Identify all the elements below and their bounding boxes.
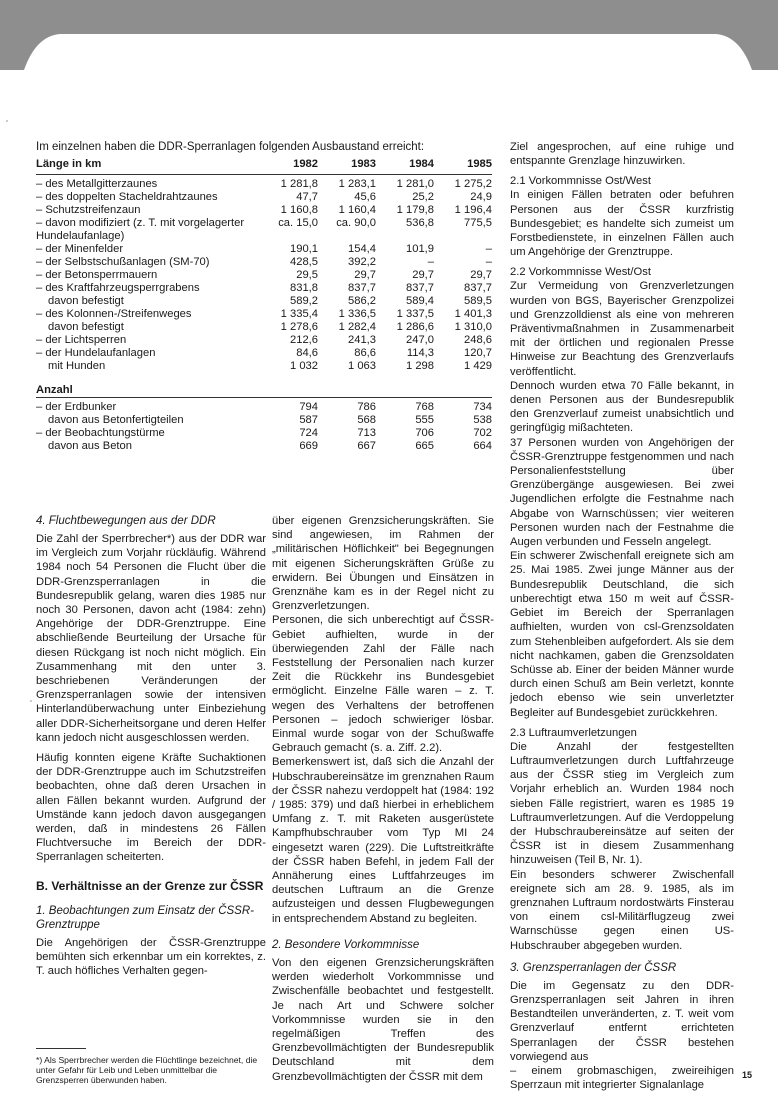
column-3 xyxy=(510,140,734,1092)
cell-value: 29,7 xyxy=(412,269,434,281)
cell-value: 241,3 xyxy=(348,334,376,346)
header-year: 1984 xyxy=(376,156,434,175)
section-heading: 3. Grenzsperranlagen der ČSSR xyxy=(510,961,677,974)
cell-value: 837,7 xyxy=(406,282,434,294)
table-row xyxy=(36,269,492,282)
cell-value: 29,5 xyxy=(296,269,318,281)
top-decorative-band xyxy=(0,0,778,80)
paragraph: – einem grobmaschigen, zweireihigen Sperrzaun mit integrierter Signalanlage xyxy=(510,1064,734,1092)
cell-value: 1 310,0 xyxy=(454,321,492,333)
cell-value: 587 xyxy=(299,414,318,426)
cell-value: 669 xyxy=(299,440,318,452)
table-row xyxy=(36,414,492,427)
cell-value: 1 281,0 xyxy=(396,178,434,190)
paragraph: Die Angehörigen der ČSSR-Grenztruppe bemühten sich erkennbar um ein korrektes, z. T. auch höfliches Verhalten gegen- xyxy=(36,936,266,978)
row-label: – der Betonsperrmauern xyxy=(36,269,158,281)
table-row xyxy=(36,334,492,347)
cell-value: 25,2 xyxy=(412,191,434,203)
row-label: – der Hundelaufanlagen xyxy=(36,347,156,359)
cell-value: – xyxy=(427,256,434,268)
row-label: – des Metallgitterzaunes xyxy=(36,178,158,190)
cell-value: 589,2 xyxy=(290,295,318,307)
cell-value: 665 xyxy=(415,440,434,452)
paragraph: Bemerkenswert ist, daß sich die Anzahl der Hubschraubereinsätze im grenznahen Raum der ČSSR nahezu verdoppelt hat (1984: 192 / 1985: 379) und daß hierbei in erheblichem Umfang z. T. mit Raketen ausgerüstete Kampfhubschrauber vom Typ MI 24 eingesetzt waren (229). Die Luftstreitkräfte der ČSSR haben Befehl, in jedem Fall der Annäherung eines Luftfahrzeuges im deutschen Luftraum an die Grenze aufzusteigen und dessen Flugbewegungen in entsprechendem Abstand zu begleiten. xyxy=(272,756,495,925)
column-2 xyxy=(272,514,494,1084)
row-label: – des Kraftfahrzeugsperrgrabens xyxy=(36,282,200,294)
cell-value: 45,6 xyxy=(354,191,376,203)
row-label: – Schutzstreifenzaun xyxy=(36,204,141,216)
cell-value: 713 xyxy=(357,427,376,439)
row-label: – des Kolonnen-/Streifenweges xyxy=(36,308,192,320)
scan-speck xyxy=(6,120,8,122)
table-row xyxy=(36,321,492,334)
cell-value: 1 032 xyxy=(290,360,318,372)
header-year: 1985 xyxy=(434,156,492,175)
cell-value: 1 063 xyxy=(348,360,376,372)
paragraph: Dennoch wurden etwa 70 Fälle bekannt, in denen Personen aus der Bundesrepublik den Grenzverlauf zumeist unabsichtlich und geringfügig mißachteten. xyxy=(510,379,734,435)
cell-value: 706 xyxy=(415,427,434,439)
section-heading: 4. Fluchtbewegungen aus der DDR xyxy=(36,515,216,527)
cell-value: ca. 15,0 xyxy=(278,217,318,229)
paragraph: Die im Gegensatz zu den DDR-Grenzsperranlagen seit Jahren in ihren Bestandteilen unveränderten, z. T. weit vom Grenzverlauf entfernt errichteten Sperranlagen der ČSSR bestehen vorwiegend aus xyxy=(510,979,734,1063)
header-year: 1983 xyxy=(318,156,376,175)
cell-value: 568 xyxy=(357,414,376,426)
cell-value: 1 275,2 xyxy=(454,178,492,190)
cell-value: 734 xyxy=(473,401,492,413)
cell-value: – xyxy=(485,256,492,268)
cell-value: 1 160,8 xyxy=(280,204,318,216)
cell-value: 555 xyxy=(415,414,434,426)
cell-value: 589,4 xyxy=(406,295,434,307)
cell-value: 775,5 xyxy=(464,217,492,229)
row-label: – des doppelten Stacheldrahtzaunes xyxy=(36,191,218,203)
cell-value: 664 xyxy=(473,440,492,452)
cell-value: 1 283,1 xyxy=(338,178,376,190)
cell-value: 1 429 xyxy=(464,360,492,372)
cell-value: 86,6 xyxy=(354,347,376,359)
row-label: – der Selbstschußanlagen (SM-70) xyxy=(36,256,210,268)
cell-value: 1 298 xyxy=(406,360,434,372)
table-row xyxy=(36,256,492,269)
chapter-heading: B. Verhältnisse an der Grenze zur ČSSR xyxy=(36,878,264,893)
cell-value: 536,8 xyxy=(406,217,434,229)
row-label: – der Beobachtungstürme xyxy=(36,427,165,439)
paragraph: Personen, die sich unberechtigt auf ČSSR-Gebiet aufhielten, wurde in der überwiegenden Zahl der Fälle nach Feststellung der Personalien nach kurzer Zeit die Rückkehr ins Bundesgebiet ermöglicht. Einzelne Fälle waren – z. T. wegen des Verhaltens der betroffenen Personen – jedoch schwieriger lösbar. Einmal wurde sogar von der Schußwaffe Gebrauch gemacht (s. a. Ziff. 2.2). xyxy=(272,614,494,755)
cell-value: 538 xyxy=(473,414,492,426)
cell-value: 190,1 xyxy=(290,243,318,255)
cell-value: 786 xyxy=(357,401,376,413)
section-heading: 2. Besondere Vorkommnisse xyxy=(272,938,420,951)
cell-value: 428,5 xyxy=(290,256,318,268)
paragraph: In einigen Fällen betraten oder befuhren Personen aus der ČSSR kurzfristig Bundesgebiet; es handelte sich zumeist um Forstbedienstete, in einzelnen Fällen auch um Angehörige der Grenztruppe. xyxy=(510,189,734,259)
table-row xyxy=(36,282,492,295)
cell-value: – xyxy=(485,243,492,255)
footnote-rule xyxy=(36,1048,86,1049)
column-1 xyxy=(36,514,266,978)
table-row xyxy=(36,308,492,321)
paragraph: 37 Personen wurden von Angehörigen der ČSSR-Grenztruppe festgenommen und nach Personalienfeststellung über Grenzübergänge ausgewiesen. Bei zwei Jugendlichen erfolgte die Festnahme nach Abgabe von Warnschüssen; vier weiteren Personen wurden nach der Festnahme die Augen verbunden und Fesseln angelegt. xyxy=(510,436,734,549)
section-label: Anzahl xyxy=(36,384,492,398)
table-row xyxy=(36,398,492,415)
cell-value: 84,6 xyxy=(296,347,318,359)
table-row xyxy=(36,204,492,217)
paragraph: über eigenen Grenzsicherungskräften. Sie sind angewiesen, im Rahmen der „militärischen Höflichkeit" bei Begegnungen mit eigenen Sicherungskräften Grüße zu erwidern. Bei Übungen und Einsätzen in Grenznähe kam es in der Regel nicht zu Grenzverletzungen. xyxy=(272,515,494,613)
header-year: 1982 xyxy=(260,156,318,175)
table-header-row xyxy=(36,156,492,175)
cell-value: 120,7 xyxy=(464,347,492,359)
subsection-heading: 2.1 Vorkommnisse Ost/West xyxy=(510,175,651,188)
cell-value: 1 401,3 xyxy=(454,308,492,320)
table-row xyxy=(36,427,492,440)
cell-value: 101,9 xyxy=(406,243,434,255)
paragraph: Ein schwerer Zwischenfall ereignete sich am 25. Mai 1985. Zwei junge Männer aus der Bundesrepublik Deutschland, die sich unberechtigt etwa 150 m weit auf ČSSR-Gebiet im Bereich der Sperranlagen aufhielten, wurden von csl-Grenzsoldaten zum Stehenbleiben aufgefordert. Als sie dem nicht nachkamen, gaben die Grenzsoldaten Schüsse ab. Einer der beiden Männer wurde durch einen Schuß am Bein verletzt, konnte jedoch ebenso wie sein unverletzter Begleiter auf Bundesgebiet zurückkehren. xyxy=(510,550,734,719)
cell-value: 1 335,4 xyxy=(280,308,318,320)
cell-value: 837,7 xyxy=(464,282,492,294)
paragraph: Die Zahl der Sperrbrecher*) aus der DDR war im Vergleich zum Vorjahr rückläufig. Während 1984 noch 54 Personen die Flucht über die DDR-Grenzsperranlagen in die Bundesrepublik gelang, waren dies 1985 nur noch 30 Personen, davon acht (1984: zehn) Angehörige der DDR-Grenztruppe. Eine abschließende Beurteilung der Ursache für diesen Rückgang ist noch nicht möglich. Ein Zusammenhang mit den unter 3. beschriebenen Veränderungen der Grenzsperranlagen sowie der intensiven Hinterlandüberwachung unter Einbeziehung aller DDR-Sicherheitsorgane und deren Helfer kann jedoch nicht ausgeschlossen werden. xyxy=(36,533,266,744)
row-label: – der Lichtsperren xyxy=(36,334,127,346)
cell-value: 114,3 xyxy=(406,347,434,359)
cell-value: 837,7 xyxy=(348,282,376,294)
cell-value: 29,7 xyxy=(470,269,492,281)
cell-value: 702 xyxy=(473,427,492,439)
cell-value: 29,7 xyxy=(354,269,376,281)
subsection-heading: 2.3 Luftraumverletzungen xyxy=(510,726,637,739)
cell-value: 831,8 xyxy=(290,282,318,294)
cell-value: 1 286,6 xyxy=(396,321,434,333)
footnote: *) Als Sperrbrecher werden die Flüchtlinge bezeichnet, die unter Gefahr für Leib und Leben unmittelbar die Grenzsperren überwunden haben. xyxy=(36,1055,258,1085)
paragraph: Häufig konnten eigene Kräfte Suchaktionen der DDR-Grenztruppe auch im Schutzstreifen beobachten, ohne daß deren Ursachen in allen Fällen bekannt wurden. Aufgrund der Umstände kann jedoch davon ausgegangen werden, daß in mindestens 26 Fällen Fluchtversuche im Bereich der DDR-Sperranlagen scheiterten. xyxy=(36,752,266,864)
row-label: davon aus Beton xyxy=(48,440,132,452)
table-row xyxy=(36,347,492,360)
row-label: – der Erdbunker xyxy=(36,401,117,413)
cell-value: 724 xyxy=(299,427,318,439)
table-row xyxy=(36,191,492,204)
section-header-row xyxy=(36,384,492,398)
cell-value: 768 xyxy=(415,401,434,413)
cell-value: 1 179,8 xyxy=(396,204,434,216)
table-row xyxy=(36,360,492,373)
cell-value: 589,5 xyxy=(464,295,492,307)
paragraph: Ziel angesprochen, auf eine ruhige und entspannte Grenzlage hinzuwirken. xyxy=(510,141,734,168)
header-label: Länge in km xyxy=(36,156,260,175)
table-row xyxy=(36,440,492,453)
cell-value: 1 281,8 xyxy=(280,178,318,190)
cell-value: 1 282,4 xyxy=(338,321,376,333)
paragraph: Die Anzahl der festgestellten Luftraumverletzungen durch Luftfahrzeuge aus der ČSSR stieg im Vergleich zum Vorjahr erheblich an. Wurden 1984 noch sieben Fälle registriert, waren es 1985 19 Luftraumverletzungen. Auf die Verdoppelung der Hubschraubereinsätze auf seiten der ČSSR ist in diesem Zusammenhang hinzuweisen (Teil B, Nr. 1). xyxy=(510,740,734,867)
scan-speck xyxy=(30,700,32,702)
cell-value: 212,6 xyxy=(290,334,318,346)
cell-value: 794 xyxy=(299,401,318,413)
cell-value: 667 xyxy=(357,440,376,452)
row-label: davon befestigt xyxy=(48,295,124,307)
page-number: 15 xyxy=(742,1070,753,1080)
cell-value: 1 196,4 xyxy=(454,204,492,216)
table-row xyxy=(36,295,492,308)
paragraph: Zur Vermeidung von Grenzverletzungen wurden von BGS, Bayerischer Grenzpolizei und Grenzzolldienst als eine von mehreren Präventivmaßnahmen in Zusammenarbeit mit der örtlichen und regionalen Presse Hinweise zur Beachtung des Grenzverlaufs veröffentlicht. xyxy=(510,280,734,378)
paragraph: Ein besonders schwerer Zwischenfall ereignete sich am 28. 9. 1985, als im grenznahen Luftraum nordostwärts Finsterau von einem csl-Militärflugzeug zwei Warnschüsse gegen einen US-Hubschrauber abgegeben wurden. xyxy=(510,868,734,952)
cell-value: 247,0 xyxy=(406,334,434,346)
cell-value: 1 337,5 xyxy=(396,308,434,320)
section-heading: 1. Beobachtungen zum Einsatz der ČSSR-Grenztruppe xyxy=(36,904,254,931)
cell-value: 248,6 xyxy=(464,334,492,346)
intro-text: Im einzelnen haben die DDR-Sperranlagen folgenden Ausbaustand erreicht: xyxy=(36,141,425,153)
row-label: – der Minenfelder xyxy=(36,243,124,255)
row-label: davon befestigt xyxy=(48,321,124,333)
row-label: davon aus Betonfertigteilen xyxy=(48,414,184,426)
cell-value: 24,9 xyxy=(470,191,492,203)
table-row xyxy=(36,175,492,192)
cell-value: 586,2 xyxy=(348,295,376,307)
subsection-heading: 2.2 Vorkommnisse West/Ost xyxy=(510,266,651,279)
cell-value: 1 278,6 xyxy=(280,321,318,333)
cell-value: 392,2 xyxy=(348,256,376,268)
row-label: mit Hunden xyxy=(48,360,106,372)
table-row xyxy=(36,243,492,256)
table-row xyxy=(36,217,492,243)
row-label: – davon modifiziert (z. T. mit vorgelagerter Hundelaufanlage) xyxy=(36,217,245,242)
cell-value: 1 336,5 xyxy=(338,308,376,320)
cell-value: 154,4 xyxy=(348,243,376,255)
paragraph: Von den eigenen Grenzsicherungskräften werden wiederholt Vorkommnisse und Zwischenfälle beobachtet und festgestellt. Je nach Art und Schwere solcher Vorkommnisse wurden sie in den regelmäßigen Treffen des Grenzbevollmächtigten der Bundesrepublik Deutschland mit dem Grenzbevollmächtigten der ČSSR mit dem xyxy=(272,956,494,1083)
cell-value: 47,7 xyxy=(296,191,318,203)
stats-table xyxy=(36,156,492,453)
cell-value: 1 160,4 xyxy=(338,204,376,216)
cell-value: ca. 90,0 xyxy=(336,217,376,229)
